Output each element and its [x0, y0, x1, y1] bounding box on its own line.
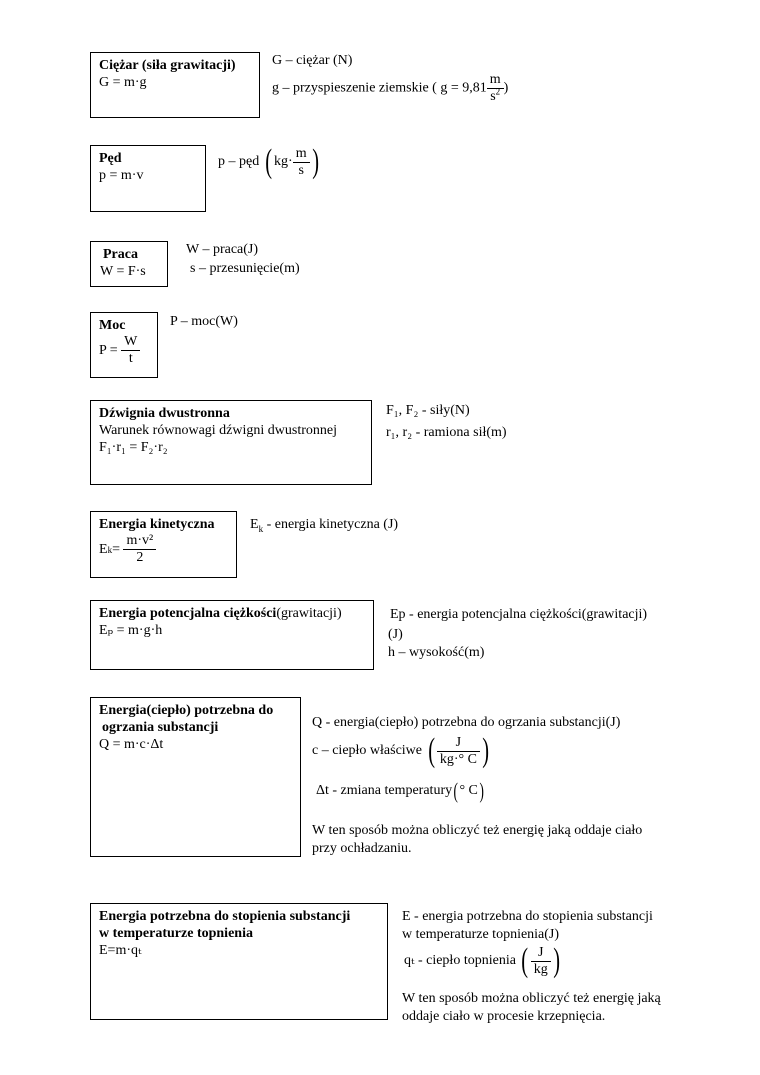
title-potencjalna: Energia potencjalna ciężkości	[99, 606, 277, 621]
unit-cieplo-dt: ( ° C )	[453, 778, 484, 803]
box-ped	[90, 145, 206, 212]
note-cieplo-extra-2: przy ochładzaniu.	[312, 841, 412, 856]
note-ciezar-acc-text: g – przyspieszenie ziemskie ( g = 9,81	[272, 80, 487, 96]
note-praca-w: W – praca(J)	[186, 242, 259, 257]
note-cieplo-dt-text: Δt - zmiana temperatury	[316, 783, 453, 798]
formula-ek-den: 2	[123, 549, 156, 566]
note-potencjalna-ep: Ep - energia potencjalna ciężkości(grawitacji)	[390, 607, 648, 622]
box-ciezar	[90, 52, 260, 118]
note-ciezar-g: G – ciężar (N)	[272, 53, 353, 68]
title-potencjalna-line	[99, 605, 373, 622]
note-cieplo-dt	[316, 780, 485, 802]
formula-ek-eq: =	[112, 542, 120, 557]
formula-kinetyczna: E k = $\frac{\text{m·v²}}{2}$	[99, 533, 236, 566]
note-dzwignia-f: F₁, F₂ - siły(N)	[386, 403, 470, 418]
note-ciezar-acc	[272, 72, 508, 105]
unit-ped-den: s	[293, 162, 310, 179]
note-cieplo-q: Q - energia(ciepło) potrzebna do ogrzania substancji(J)	[312, 715, 621, 730]
box-praca	[90, 241, 168, 287]
title-topnienie-2: w temperaturze topnienia	[99, 926, 253, 941]
unit-acc-num: m	[489, 72, 501, 87]
note-topnienie-e2: w temperaturze topnienia(J)	[402, 927, 560, 942]
box-topnienie	[90, 903, 388, 1020]
formula-moc	[99, 334, 157, 367]
title-cieplo-1: Energia(ciepło) potrzebna do	[99, 703, 274, 718]
formula-dzwignia: F₁·r₁ = F₂·r₂	[99, 440, 168, 455]
formula-ek-e: E	[99, 542, 108, 557]
formula-ped: p = m·v	[99, 168, 144, 183]
note-cieplo-c	[312, 734, 491, 768]
note-topnienie-q-text: qₜ - ciepło topnienia	[404, 953, 516, 968]
note-dzwignia-r: r₁, r₂ - ramiona sił(m)	[386, 425, 507, 440]
title-topnienie-1: Energia potrzebna do stopienia substancji	[99, 909, 351, 924]
note-praca-s: s – przesunięcie(m)	[190, 261, 300, 276]
formula-potencjalna: Eₚ = m·g·h	[99, 623, 163, 638]
formula-moc-left: P =	[99, 343, 118, 358]
title-kinetyczna: Energia kinetyczna	[99, 517, 215, 532]
note-topnienie-q	[404, 944, 562, 978]
unit-cieplo-num: J	[455, 734, 462, 750]
unit-acc-den: $s^2$	[487, 88, 504, 105]
title-dzwignia: Dźwignia dwustronna	[99, 406, 230, 421]
box-potencjalna	[90, 600, 374, 670]
unit-topnienie: ( $\frac{J}{kg}$ )	[521, 942, 560, 979]
title-praca: Praca	[103, 247, 138, 262]
formula-cieplo: Q = m·c·Δt	[99, 737, 164, 752]
formula-topnienie: E=m·qₜ	[99, 943, 142, 958]
title-moc: Moc	[99, 318, 126, 333]
title-cieplo-2: ogrzania substancji	[102, 720, 219, 735]
title-potencjalna-rest: (grawitacji)	[276, 606, 342, 621]
note-moc: P – moc(W)	[170, 314, 238, 329]
note-potencjalna-h: h – wysokość(m)	[388, 645, 485, 660]
formula-praca: W = F·s	[100, 264, 146, 279]
note-cieplo-extra-1: W ten sposób można obliczyć też energię jaką oddaje ciało	[312, 823, 643, 838]
box-cieplo	[90, 697, 301, 857]
note-ped-text: p – pęd	[218, 154, 260, 169]
note-potencjalna-j: (J)	[388, 627, 403, 642]
formula-ek-num: m·v²	[126, 533, 154, 548]
note-kinetyczna	[250, 516, 398, 534]
note-ek-e: E	[250, 517, 259, 532]
note-topnienie-extra-1: W ten sposób można obliczyć też energię jaką	[402, 991, 661, 1006]
note-ek-rest: - energia kinetyczna (J)	[263, 517, 399, 532]
note-ciezar-close: )	[503, 80, 509, 96]
unit-cieplo-dt-val: ° C	[459, 783, 478, 798]
unit-acc	[487, 72, 504, 105]
subtitle-dzwignia: Warunek równowagi dźwigni dwustronnej	[99, 423, 337, 438]
unit-topnienie-num: J	[538, 944, 544, 960]
box-kinetyczna	[90, 511, 237, 578]
unit-cieplo-c: ( $\frac{J}{kg\cdot^\circ C}$ )	[427, 732, 490, 769]
note-cieplo-c-text: c – ciepło właściwe	[312, 743, 423, 758]
note-topnienie-e1: E - energia potrzebna do stopienia substancji	[402, 909, 653, 924]
formula-ciezar: G = m·g	[99, 75, 147, 90]
unit-ped: ( kg· $\frac{m}{s}$ )	[264, 143, 319, 180]
unit-topnienie-den: kg	[531, 961, 551, 978]
box-dzwignia	[90, 400, 372, 485]
unit-ped-num: m	[295, 145, 307, 161]
note-ek-sub: k	[258, 523, 264, 534]
formula-moc-den: t	[121, 350, 140, 367]
title-ped: Pęd	[99, 151, 122, 166]
box-moc	[90, 312, 158, 378]
unit-ped-left: kg·	[274, 154, 293, 169]
formula-moc-num: W	[124, 334, 138, 349]
note-topnienie-extra-2: oddaje ciało w procesie krzepnięcia.	[402, 1009, 606, 1024]
note-ped	[218, 145, 321, 179]
unit-cieplo-den: kg·° C	[437, 751, 480, 768]
title-ciezar: Ciężar (siła grawitacji)	[99, 58, 236, 73]
